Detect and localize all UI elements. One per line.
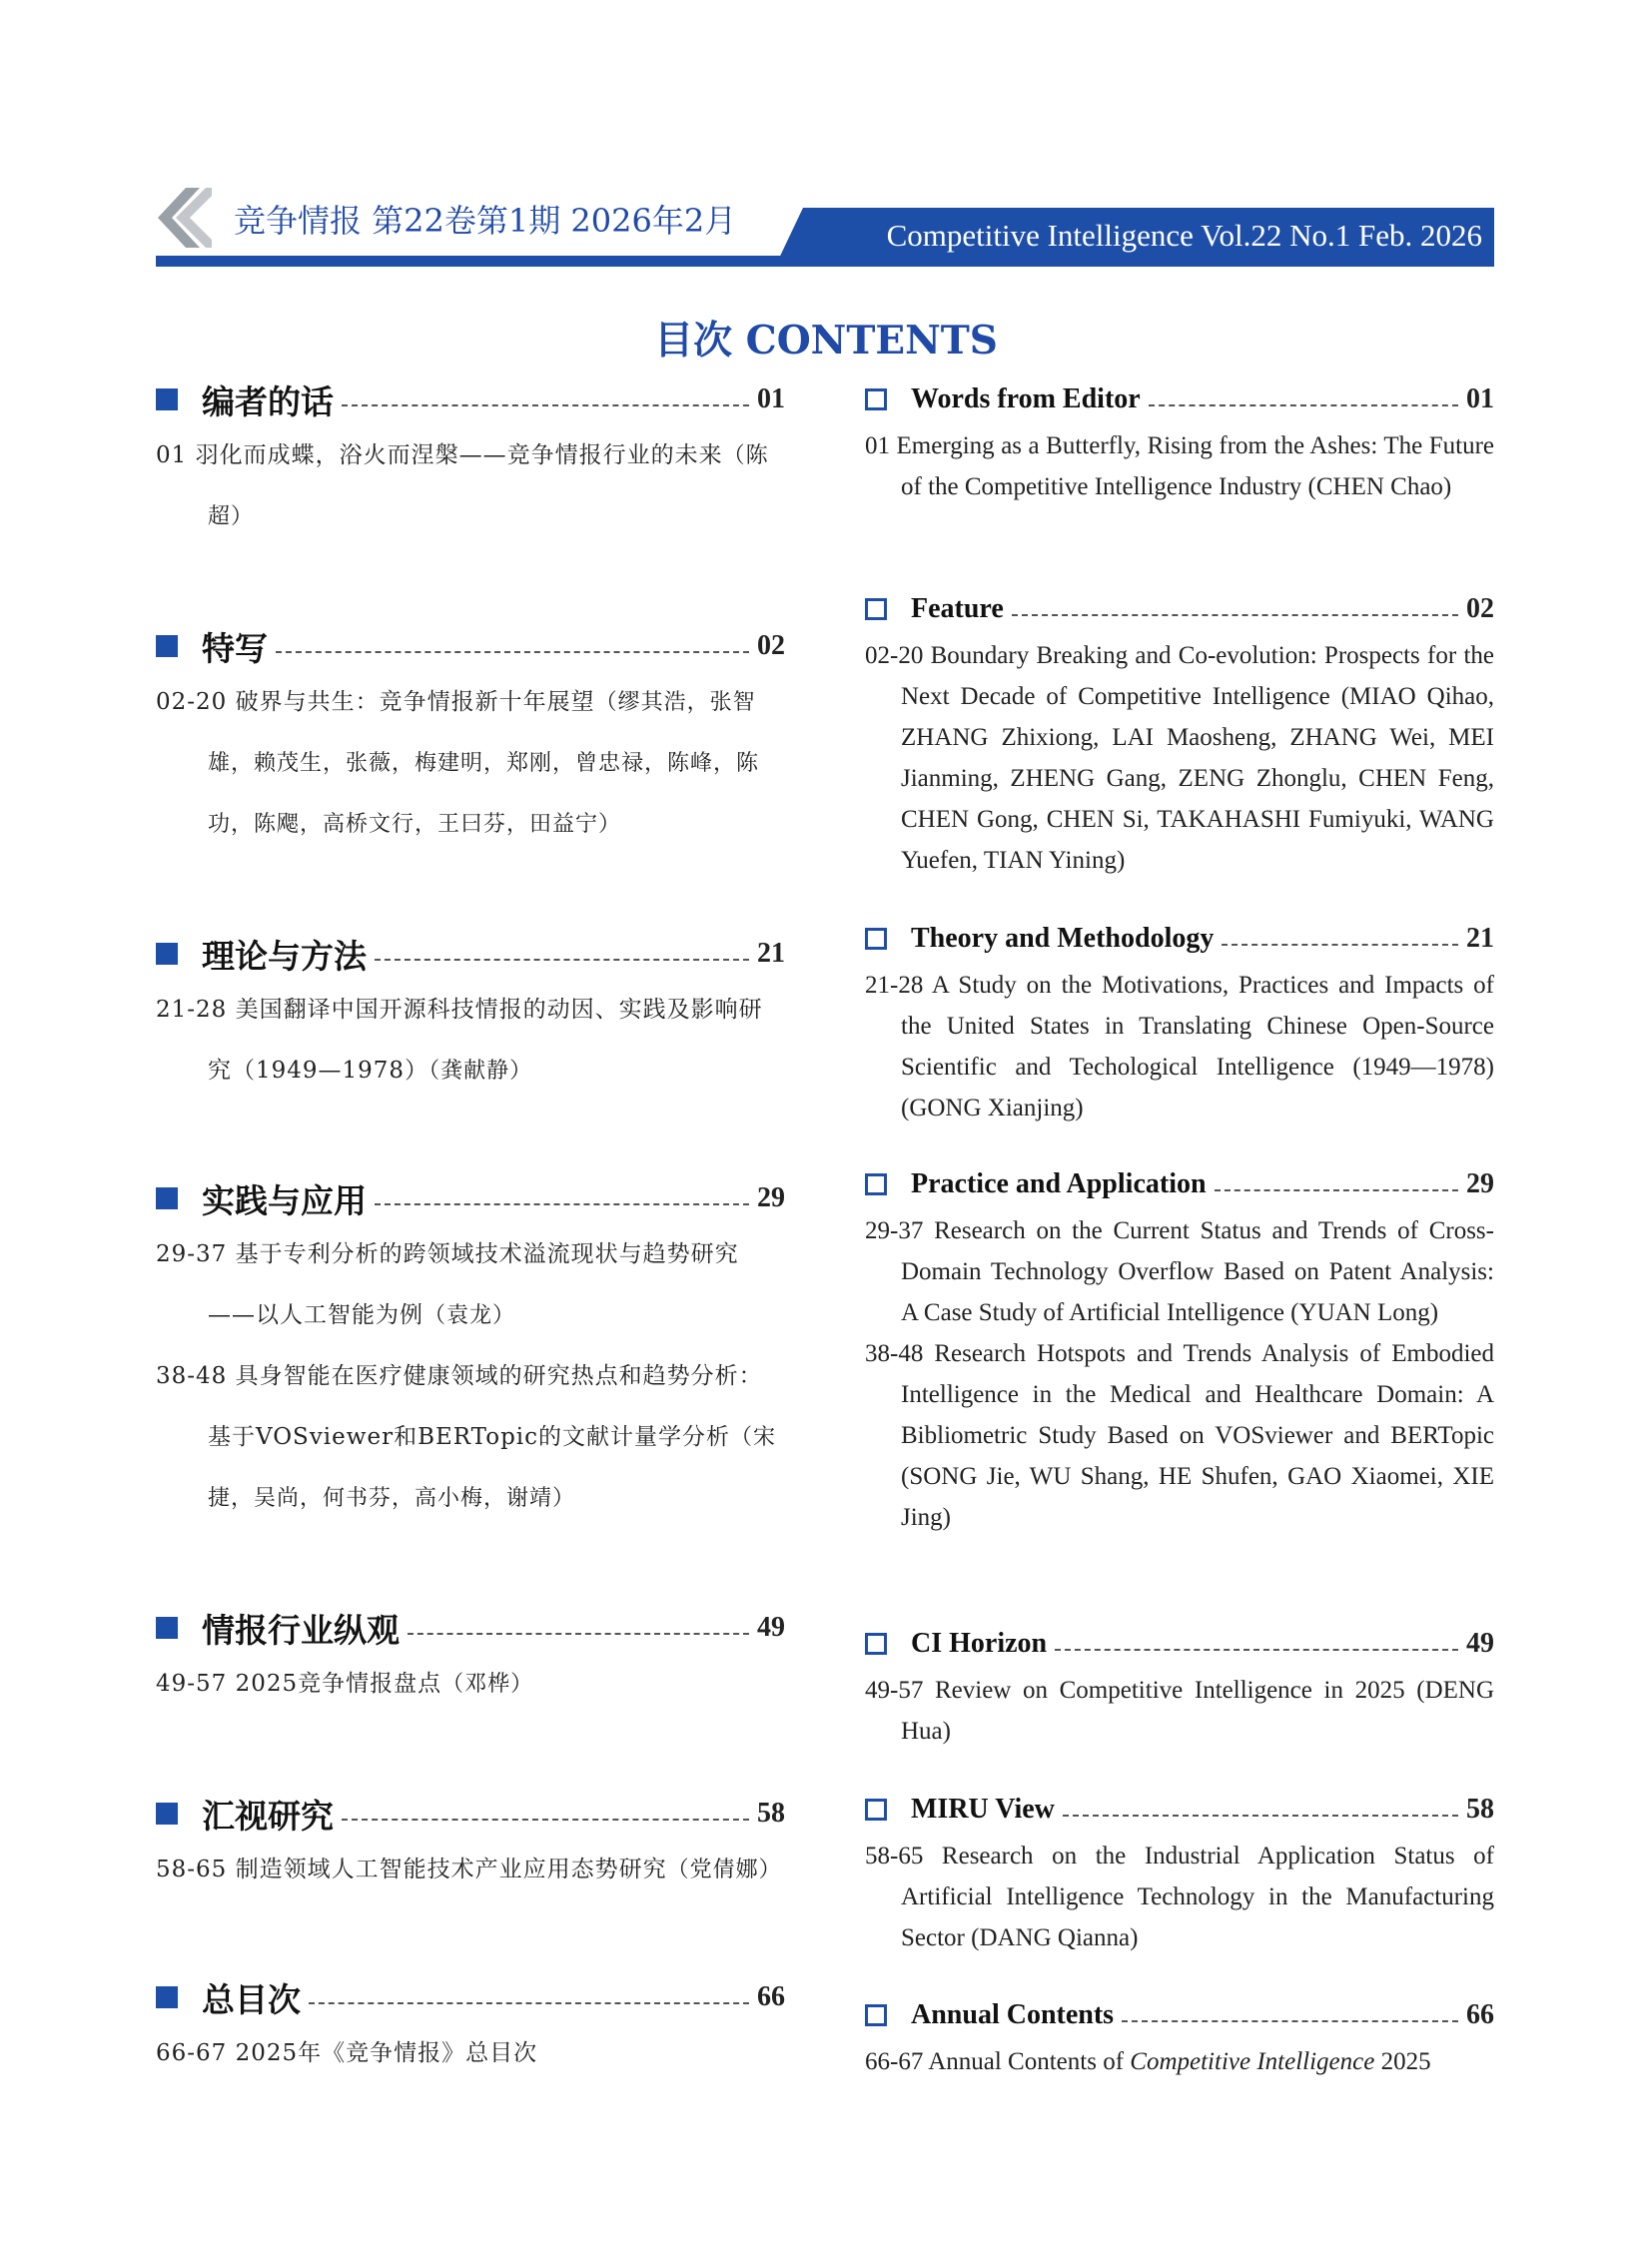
- section-heading[interactable]: [865, 1995, 1494, 2035]
- article-title: Annual Contents of: [928, 2048, 1131, 2075]
- dotted-leader: [1222, 944, 1458, 946]
- article-pages: 49-57: [865, 1677, 924, 1704]
- section-title: Annual Contents: [911, 1999, 1115, 2030]
- article-entry[interactable]: [865, 425, 1494, 507]
- toc-section: [156, 934, 785, 1102]
- section-title: CI Horizon: [911, 1628, 1048, 1659]
- entry-list: [156, 425, 785, 547]
- article-entry[interactable]: [865, 1333, 1494, 1538]
- article-entry[interactable]: [156, 425, 785, 547]
- section-heading[interactable]: [865, 379, 1494, 419]
- article-entry[interactable]: [865, 635, 1494, 881]
- journal-header: [156, 186, 1494, 266]
- toc-section: [865, 589, 1494, 881]
- filled-square-icon: [156, 388, 178, 410]
- article-title: 2025竞争情报盘点: [235, 1671, 442, 1697]
- article-pages: 21-28: [865, 972, 924, 999]
- double-chevron-left-icon: [156, 186, 212, 250]
- hollow-square-icon: [865, 598, 887, 620]
- article-entry[interactable]: [865, 1836, 1494, 1958]
- section-page-number: 01: [1466, 383, 1494, 414]
- section-title: 实践与应用: [202, 1180, 367, 1220]
- entry-list: [865, 1670, 1494, 1752]
- article-title: Research Hotspots and Trends Analysis of Embodied Intelligence in the Medical and Healthcare Domain: A Bibliometric Study Based on VOSviewer and BERTopic (SONG Jie, WU Shang, HE Shufen, GAO Xiaomei, XIE Jing): [901, 1340, 1494, 1531]
- article-title: A Study on the Motivations, Practices and Impacts of the United States in Translating Chinese Open-Source Scientific and Techological Intelligence (1949—1978) (GONG Xianjing): [901, 972, 1495, 1121]
- article-entry[interactable]: [156, 1840, 785, 1900]
- section-heading[interactable]: [865, 1164, 1494, 1204]
- section-title: 总目次: [202, 1979, 301, 2019]
- dotted-leader: [1055, 1649, 1458, 1651]
- section-title: Practice and Application: [911, 1168, 1207, 1199]
- article-pages: 58-65: [156, 1857, 228, 1882]
- section-page-number: 66: [1466, 1999, 1494, 2030]
- toc-section: [156, 1608, 785, 1715]
- dotted-leader: [375, 959, 749, 961]
- journal-name: Competitive Intelligence: [1130, 2048, 1375, 2075]
- filled-square-icon: [156, 943, 178, 965]
- article-authors: （党倩娜）: [666, 1858, 782, 1882]
- dotted-leader: [1012, 614, 1458, 616]
- article-pages: 29-37: [156, 1241, 228, 1267]
- hollow-square-icon: [865, 388, 887, 410]
- article-pages: 01: [156, 442, 188, 468]
- page-title: 目次 CONTENTS: [654, 318, 998, 364]
- section-heading[interactable]: [156, 1608, 785, 1648]
- entry-list: [156, 2023, 785, 2084]
- article-title: 2025年《竞争情报》总目次: [235, 2040, 538, 2066]
- section-heading[interactable]: [865, 1790, 1494, 1830]
- article-title: Research on the Current Status and Trends of Cross-Domain Technology Overflow Based on Patent Analysis: A Case Study of Artificial Intelligence (YUAN Long): [901, 1217, 1494, 1326]
- article-pages: 02-20: [865, 642, 924, 669]
- article-title-tail: 2025: [1374, 2048, 1431, 2075]
- article-entry[interactable]: [156, 672, 785, 855]
- article-pages: 38-48: [156, 1363, 228, 1389]
- hollow-square-icon: [865, 1633, 887, 1655]
- article-pages: 29-37: [865, 1217, 924, 1244]
- section-title: 汇视研究: [202, 1796, 334, 1836]
- entry-list: [156, 672, 785, 855]
- section-page-number: 21: [1466, 923, 1494, 954]
- article-authors: （邓桦）: [441, 1672, 534, 1697]
- article-pages: 01: [865, 432, 890, 459]
- section-page-number: 21: [757, 938, 785, 969]
- section-title: 特写: [202, 628, 268, 668]
- entry-list: [156, 980, 785, 1102]
- article-authors: （缪其浩，张智雄，赖茂生，张薇，梅建明，郑刚，曾忠禄，陈峰，陈功，陈飔，高桥文行，王曰芬，田益宁）: [208, 690, 760, 837]
- section-heading[interactable]: [156, 1794, 785, 1834]
- section-page-number: 66: [757, 1981, 785, 2012]
- hollow-square-icon: [865, 1799, 887, 1821]
- article-authors: （陈超）: [208, 443, 769, 529]
- dotted-leader: [1149, 404, 1458, 406]
- section-title: 理论与方法: [202, 936, 367, 976]
- article-entry[interactable]: [156, 1224, 785, 1346]
- article-pages: 38-48: [865, 1340, 924, 1367]
- section-page-number: 01: [757, 383, 785, 414]
- section-heading[interactable]: [865, 919, 1494, 959]
- toc-section: [156, 1977, 785, 2084]
- section-page-number: 58: [1466, 1794, 1494, 1825]
- toc-section: [156, 379, 785, 547]
- filled-square-icon: [156, 1986, 178, 2008]
- section-heading[interactable]: [865, 589, 1494, 629]
- article-entry[interactable]: [865, 2041, 1494, 2082]
- journal-issue-cn: 竞争情报 第22卷第1期 2026年2月: [234, 202, 737, 240]
- section-heading[interactable]: [156, 626, 785, 666]
- toc-section: [865, 379, 1494, 507]
- article-title: 制造领域人工智能技术产业应用态势研究: [235, 1857, 667, 1882]
- toc-section: [156, 1178, 785, 1529]
- entry-list: [865, 1210, 1494, 1538]
- toc-section: [865, 1624, 1494, 1752]
- entry-list: [865, 1836, 1494, 1958]
- section-title: MIRU View: [911, 1794, 1055, 1825]
- section-page-number: 58: [757, 1798, 785, 1829]
- article-title: Emerging as a Butterfly, Rising from the Ashes: The Future of the Competitive Intelligence Industry (CHEN Chao): [896, 432, 1495, 500]
- article-entry[interactable]: [156, 980, 785, 1102]
- hollow-square-icon: [865, 928, 887, 950]
- filled-square-icon: [156, 1803, 178, 1825]
- section-page-number: 29: [1466, 1168, 1494, 1199]
- dotted-leader: [342, 1819, 749, 1821]
- section-page-number: 29: [757, 1182, 785, 1213]
- entry-list: [865, 635, 1494, 881]
- dotted-leader: [342, 404, 749, 406]
- section-heading[interactable]: [156, 934, 785, 974]
- section-page-number: 49: [757, 1612, 785, 1643]
- section-title: Feature: [911, 593, 1004, 624]
- journal-issue-en: Competitive Intelligence Vol.22 No.1 Feb. 2026: [886, 218, 1482, 253]
- article-pages: 21-28: [156, 997, 228, 1023]
- filled-square-icon: [156, 635, 178, 657]
- article-title: Review on Competitive Intelligence in 2025 (DENG Hua): [901, 1677, 1495, 1745]
- article-pages: 02-20: [156, 689, 228, 715]
- article-title: 羽化而成蝶，浴火而涅槃——竞争情报行业的未来: [195, 442, 723, 468]
- section-page-number: 49: [1466, 1628, 1494, 1659]
- filled-square-icon: [156, 1187, 178, 1209]
- article-title: Research on the Industrial Application Status of Artificial Intelligence Technology in the Manufacturing Sector (DANG Qianna): [901, 1843, 1494, 1951]
- article-authors: （龚献静）: [428, 1059, 533, 1084]
- section-heading[interactable]: [156, 1178, 785, 1218]
- article-entry[interactable]: [865, 965, 1494, 1128]
- section-title: Words from Editor: [911, 383, 1141, 414]
- section-title: Theory and Methodology: [911, 923, 1215, 954]
- dotted-leader: [1063, 1815, 1458, 1817]
- dotted-leader: [309, 2002, 749, 2004]
- article-pages: 66-67: [156, 2040, 228, 2066]
- entry-list: [156, 1654, 785, 1715]
- hollow-square-icon: [865, 2004, 887, 2026]
- section-heading[interactable]: [156, 379, 785, 419]
- article-title: 美国翻译中国开源科技情报的动因、实践及影响研究（1949—1978）: [208, 997, 763, 1084]
- article-authors: （宋捷，吴尚，何书芬，高小梅，谢靖）: [208, 1425, 777, 1511]
- article-title: 破界与共生：竞争情报新十年展望: [235, 689, 595, 715]
- toc-section: [156, 626, 785, 855]
- section-heading[interactable]: [156, 1977, 785, 2017]
- toc-section: [865, 1164, 1494, 1538]
- section-heading[interactable]: [865, 1624, 1494, 1664]
- dotted-leader: [408, 1633, 749, 1635]
- article-pages: 49-57: [156, 1671, 228, 1697]
- section-title: 情报行业纵观: [202, 1610, 400, 1650]
- toc-section: [865, 1790, 1494, 1958]
- dotted-leader: [276, 651, 749, 653]
- dotted-leader: [1122, 2020, 1458, 2022]
- article-entry[interactable]: [865, 1670, 1494, 1752]
- article-pages: 66-67: [865, 2048, 924, 2075]
- toc-section: [865, 1995, 1494, 2082]
- entry-list: [156, 1224, 785, 1529]
- article-entry[interactable]: [156, 2023, 785, 2084]
- article-pages: 58-65: [865, 1843, 924, 1869]
- entry-list: [156, 1840, 785, 1900]
- article-title: 基于专利分析的跨领域技术溢流现状与趋势研究——以人工智能为例: [208, 1241, 739, 1328]
- toc-section: [156, 1794, 785, 1900]
- article-authors: （袁龙）: [423, 1303, 516, 1328]
- dotted-leader: [375, 1203, 749, 1205]
- article-entry[interactable]: [156, 1654, 785, 1715]
- entry-list: [865, 965, 1494, 1128]
- section-title: 编者的话: [202, 381, 334, 421]
- hollow-square-icon: [865, 1173, 887, 1195]
- article-entry[interactable]: [865, 1210, 1494, 1333]
- toc-section: [865, 919, 1494, 1128]
- section-page-number: 02: [1466, 593, 1494, 624]
- article-title: Boundary Breaking and Co-evolution: Prospects for the Next Decade of Competitive Intelligence (MIAO Qihao, ZHANG Zhixiong, LAI Maosheng, ZHANG Wei, MEI Jianming, ZHENG Gang, ZENG Zhonglu, CHEN Feng, CHEN Gong, CHEN Si, TAKAHASHI Fumiyuki, WANG Yuefen, TIAN Yining): [901, 642, 1494, 874]
- entry-list: [865, 2041, 1494, 2082]
- entry-list: [865, 425, 1494, 507]
- filled-square-icon: [156, 1617, 178, 1639]
- dotted-leader: [1215, 1189, 1458, 1191]
- section-page-number: 02: [757, 630, 785, 661]
- article-entry[interactable]: [156, 1346, 785, 1529]
- article-title: 具身智能在医疗健康领域的研究热点和趋势分析：基于VOSviewer和BERTopic的文献计量学分析: [208, 1363, 763, 1450]
